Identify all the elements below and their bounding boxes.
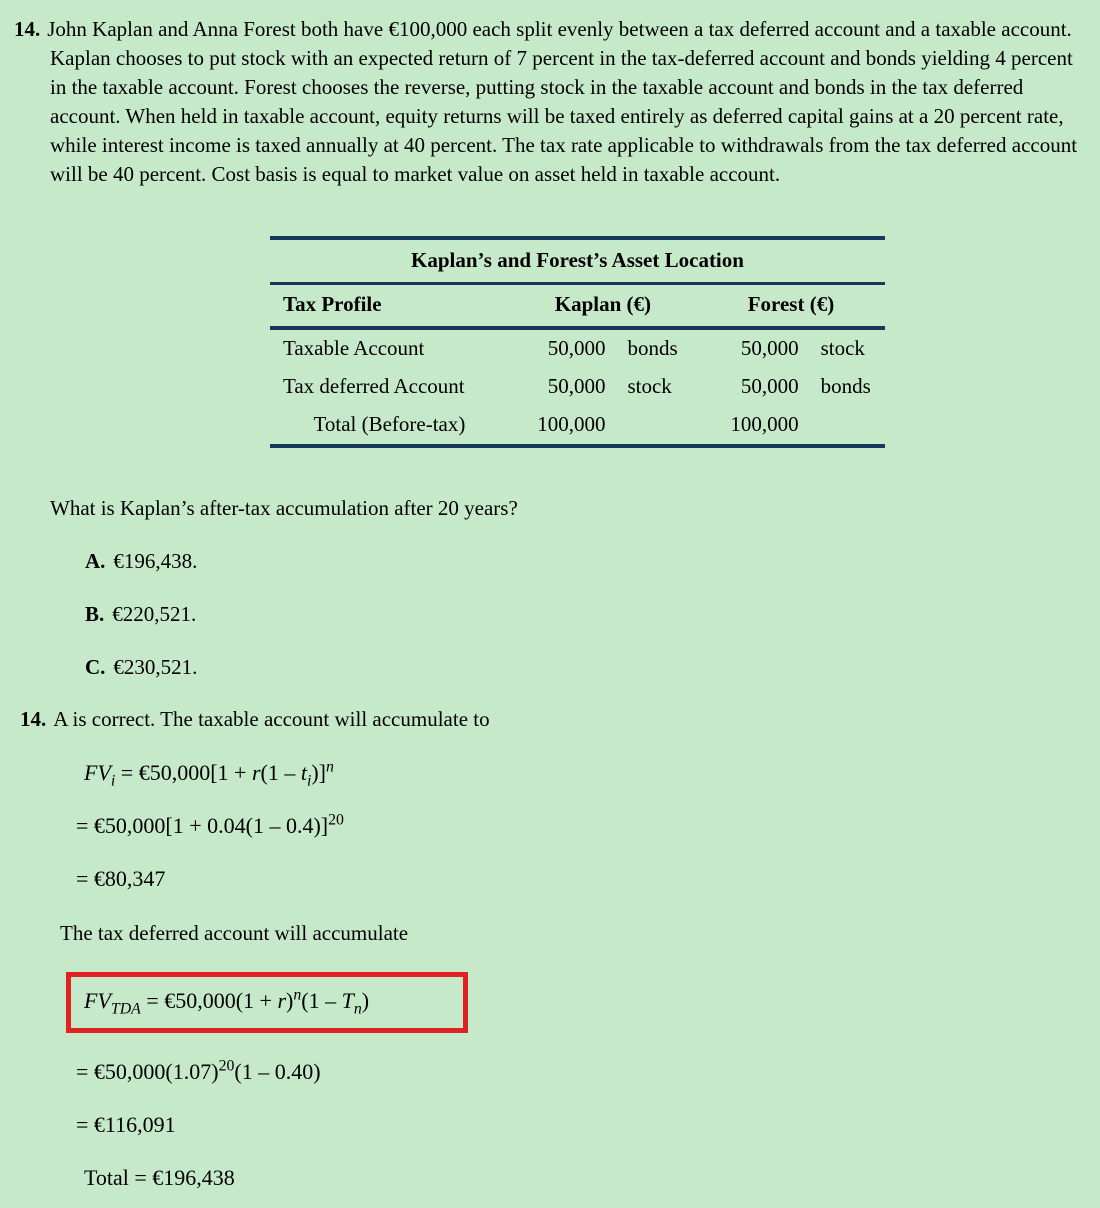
row-label: Tax deferred Account [283, 374, 465, 398]
tax-deferred-note: The tax deferred account will accumulate [60, 921, 409, 945]
asset-location-table [270, 236, 885, 448]
col-header-tax-profile: Tax Profile [270, 284, 509, 329]
solution-intro-text: A is correct. The taxable account will accumulate to [53, 707, 490, 731]
kaplan-amount: 50,000 [547, 336, 606, 360]
forest-asset: stock [820, 336, 865, 360]
row-label: Total (Before-tax) [313, 412, 466, 436]
forest-amount: 50,000 [740, 374, 799, 398]
question-number: 14. [14, 17, 41, 41]
kaplan-asset: stock [627, 374, 672, 398]
kaplan-amount: 50,000 [547, 374, 606, 398]
question-body-text: John Kaplan and Anna Forest both have €100,000 each split evenly between a tax deferred account and a taxable account. Kaplan chooses to put stock with an expected return of 7 percent in the tax-deferred account and bonds yielding 4 percent in the taxable account. Forest chooses the reverse, putting stock in the taxable account and bonds in the tax deferred account. When held in taxable account, equity returns will be taxed entirely as deferred capital gains at a 20 percent rate, while interest income is taxed annually at 40 percent. The tax rate applicable to withdrawals from the tax deferred account will be 40 percent. Cost basis is equal to market value on asset held in taxable account. [47, 17, 1078, 186]
col-header-kaplan: Kaplan (€) [509, 284, 697, 329]
table-row-tax-deferred-account [270, 368, 885, 406]
option-a-letter: A. [85, 549, 106, 573]
solution-intro [20, 705, 1100, 734]
equation-fv-taxable: $FV_i$ = €50,000[1 + $r(1 - t_i)]^n$ [84, 758, 334, 790]
table-title: Kaplan’s and Forest’s Asset Location [270, 238, 885, 284]
table-row-taxable-account [270, 328, 885, 368]
equation-total: Total = €196,438 [84, 1165, 235, 1190]
table-title-row [270, 238, 885, 284]
solution-number: 14. [20, 707, 47, 731]
forest-amount: 100,000 [730, 412, 799, 436]
question-paragraph [0, 0, 1100, 189]
forest-asset [799, 406, 885, 446]
option-c-text: €230,521. [113, 655, 198, 679]
kaplan-asset [605, 406, 696, 446]
question-prompt: What is Kaplan’s after-tax accumulation after 20 years? [50, 496, 518, 520]
option-c [85, 653, 1100, 682]
table-row-total [270, 406, 885, 446]
highlighted-formula-box [66, 972, 468, 1033]
forest-amount: 50,000 [740, 336, 799, 360]
equation-taxable-substitution: = €50,000[1 + 0.04(1 – 0.4)]$^{20}$ [76, 811, 344, 838]
option-a [85, 547, 1100, 576]
option-b-letter: B. [85, 602, 105, 626]
option-b [85, 600, 1100, 629]
row-label: Taxable Account [283, 336, 425, 360]
kaplan-amount: 100,000 [537, 412, 606, 436]
forest-asset: bonds [820, 374, 871, 398]
option-c-letter: C. [85, 655, 106, 679]
table-header-row [270, 284, 885, 329]
kaplan-asset: bonds [627, 336, 678, 360]
option-b-text: €220,521. [112, 602, 197, 626]
col-header-forest: Forest (€) [697, 284, 885, 329]
equation-taxable-result: = €80,347 [76, 866, 166, 891]
option-a-text: €196,438. [113, 549, 198, 573]
equation-tda-substitution: = $€50,000(1.07)^{20}(1 - 0.40)$ [76, 1057, 321, 1084]
equation-fv-tda: $FV_{TDA}$ = €50,000(1 + $r)^n(1 - T_n)$ [84, 986, 370, 1018]
equation-tda-result: = €116,091 [76, 1112, 176, 1137]
